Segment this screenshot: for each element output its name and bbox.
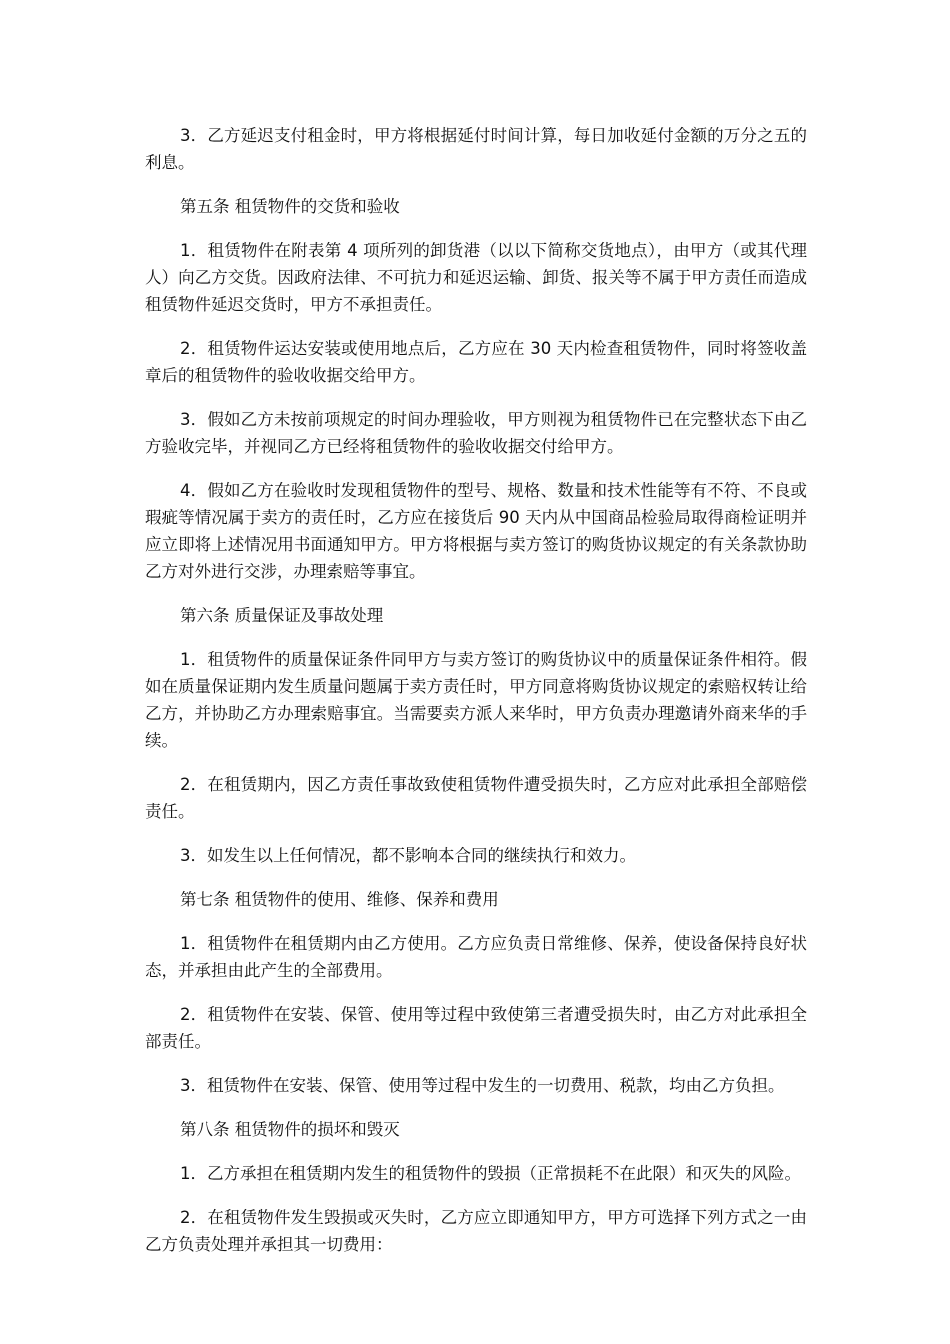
paragraph-8-2: 2．在租赁物件发生毁损或灭失时，乙方应立即通知甲方，甲方可选择下列方式之一由乙方负责处理并承担其一切费用： — [145, 1208, 807, 1254]
article-6-heading: 第六条 质量保证及事故处理 — [180, 606, 384, 625]
paragraph-rent-late-interest: 3．乙方延迟支付租金时，甲方将根据延付时间计算，每日加收延付金额的万分之五的利息。 — [145, 126, 807, 172]
article-5-heading: 第五条 租赁物件的交货和验收 — [180, 197, 400, 216]
paragraph-6-2: 2．在租赁期内，因乙方责任事故致使租赁物件遭受损失时，乙方应对此承担全部赔偿责任。 — [145, 775, 807, 821]
paragraph-7-3: 3．租赁物件在安装、保管、使用等过程中发生的一切费用、税款，均由乙方负担。 — [180, 1076, 785, 1095]
article-7-heading: 第七条 租赁物件的使用、维修、保养和费用 — [180, 890, 499, 909]
paragraph-5-3: 3．假如乙方未按前项规定的时间办理验收，甲方则视为租赁物件已在完整状态下由乙方验收完毕，并视同乙方已经将租赁物件的验收收据交付给甲方。 — [145, 410, 807, 456]
document-body — [145, 122, 807, 1275]
paragraph-5-2: 2．租赁物件运达安装或使用地点后，乙方应在 30 天内检查租赁物件，同时将签收盖章后的租赁物件的验收收据交给甲方。 — [145, 339, 807, 385]
paragraph-6-1: 1．租赁物件的质量保证条件同甲方与卖方签订的购货协议中的质量保证条件相符。假如在质量保证期内发生质量问题属于卖方责任时，甲方同意将购货协议规定的索赔权转让给乙方，并协助乙方办理索赔事宜。当需要卖方派人来华时，甲方负责办理邀请外商来华的手续。 — [145, 650, 807, 750]
paragraph-8-1: 1．乙方承担在租赁期内发生的租赁物件的毁损（正常损耗不在此限）和灭失的风险。 — [180, 1164, 801, 1183]
paragraph-7-2: 2．租赁物件在安装、保管、使用等过程中致使第三者遭受损失时，由乙方对此承担全部责任。 — [145, 1005, 807, 1051]
paragraph-5-1: 1．租赁物件在附表第 4 项所列的卸货港（以以下简称交货地点），由甲方（或其代理人）向乙方交货。因政府法律、不可抗力和延迟运输、卸货、报关等不属于甲方责任而造成租赁物件延迟交货时，甲方不承担责任。 — [145, 241, 807, 314]
paragraph-5-4: 4．假如乙方在验收时发现租赁物件的型号、规格、数量和技术性能等有不符、不良或瑕疵等情况属于卖方的责任时，乙方应在接货后 90 天内从中国商品检验局取得商检证明并应立即将上述情况用书面通知甲方。甲方将根据与卖方签订的购货协议规定的有关条款协助乙方对外进行交涉，办理索赔等事宜。 — [145, 481, 807, 581]
article-8-heading: 第八条 租赁物件的损坏和毁灭 — [180, 1120, 400, 1139]
paragraph-6-3: 3．如发生以上任何情况，都不影响本合同的继续执行和效力。 — [180, 846, 636, 865]
paragraph-7-1: 1．租赁物件在租赁期内由乙方使用。乙方应负责日常维修、保养，使设备保持良好状态，并承担由此产生的全部费用。 — [145, 934, 807, 980]
